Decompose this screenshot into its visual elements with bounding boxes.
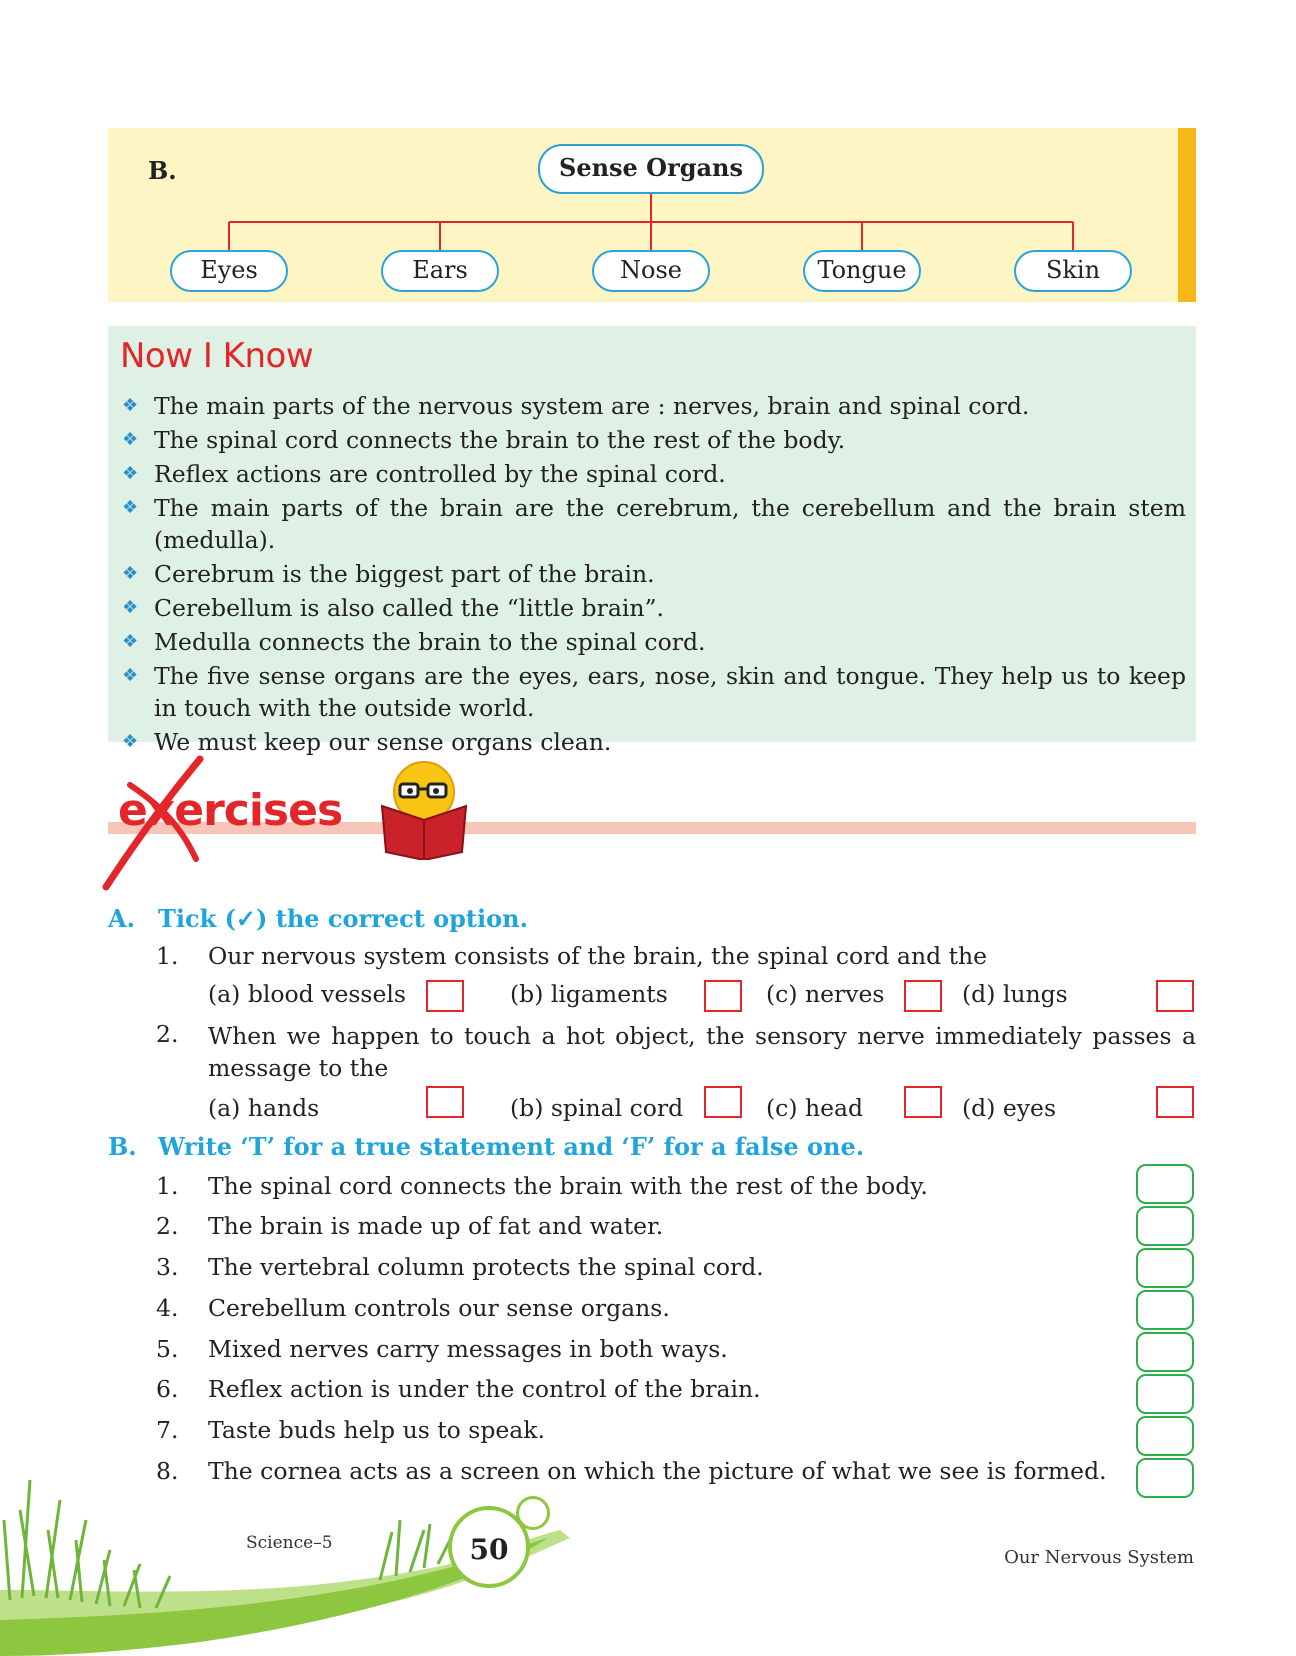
q1-option-b-checkbox[interactable]: [704, 980, 742, 1012]
point-text: The main parts of the brain are the cerebrum, the cerebellum and the brain stem (medulla).: [154, 494, 1186, 554]
section-a-heading: [108, 904, 528, 933]
list-item: [120, 424, 1186, 456]
question-number: 2.: [156, 1020, 179, 1048]
question-number: 1.: [156, 942, 179, 970]
statement-text: Mixed nerves carry messages in both ways.: [208, 1335, 728, 1363]
statement-text: Reflex action is under the control of the brain.: [208, 1375, 761, 1403]
book-title: Science–5: [246, 1533, 333, 1553]
statement-number: 3.: [156, 1253, 179, 1281]
q2-option-c-checkbox[interactable]: [904, 1086, 942, 1118]
point-text: We must keep our sense organs clean.: [154, 728, 612, 756]
q1-option-c-checkbox[interactable]: [904, 980, 942, 1012]
q2-option-d-checkbox[interactable]: [1156, 1086, 1194, 1118]
now-i-know-box: [108, 326, 1196, 756]
q2-option-a: (a) hands: [208, 1094, 320, 1122]
now-i-know-list: [120, 390, 1186, 760]
point-text: The spinal cord connects the brain to the rest of the body.: [154, 426, 846, 454]
diagram-label: B.: [148, 156, 177, 185]
list-item: [120, 558, 1186, 590]
q1-option-a-checkbox[interactable]: [426, 980, 464, 1012]
point-text: Cerebrum is the biggest part of the brain.: [154, 560, 655, 588]
list-item: [120, 592, 1186, 624]
diagram-node-nose: Nose: [592, 250, 710, 292]
list-item: [120, 626, 1186, 658]
tf-answer-box-8[interactable]: [1136, 1458, 1194, 1498]
diagram-node-ears: Ears: [381, 250, 499, 292]
statement-number: 7.: [156, 1416, 179, 1444]
statement-6: [156, 1375, 1116, 1405]
statement-number: 1.: [156, 1172, 179, 1200]
q2-option-d: (d) eyes: [962, 1094, 1056, 1122]
q2-option-b: (b) spinal cord: [510, 1094, 684, 1122]
bullet-icon: ❖: [122, 563, 139, 584]
statement-text: Taste buds help us to speak.: [208, 1416, 546, 1444]
q1-option-d-checkbox[interactable]: [1156, 980, 1194, 1012]
q2-option-b-checkbox[interactable]: [704, 1086, 742, 1118]
bullet-icon: ❖: [122, 463, 139, 484]
bullet-icon: ❖: [122, 497, 139, 518]
q1-option-d: (d) lungs: [962, 980, 1068, 1008]
bullet-icon: ❖: [122, 665, 139, 686]
point-text: Cerebellum is also called the “little brain”.: [154, 594, 664, 622]
bullet-icon: ❖: [122, 631, 139, 652]
tf-answer-box-4[interactable]: [1136, 1290, 1194, 1330]
reading-smiley-icon: [372, 760, 482, 860]
statement-text: The spinal cord connects the brain with the rest of the body.: [208, 1172, 928, 1200]
question-text: When we happen to touch a hot object, the sensory nerve immediately passes a message to the: [208, 1022, 1196, 1082]
tf-answer-box-1[interactable]: [1136, 1164, 1194, 1204]
list-item: [120, 726, 1186, 758]
page-circle-decoration: [516, 1496, 550, 1530]
list-item: [120, 492, 1186, 556]
question-text: Our nervous system consists of the brain, the spinal cord and the: [208, 942, 988, 970]
diagram-node-eyes: Eyes: [170, 250, 288, 292]
diagram-node-tongue: Tongue: [803, 250, 921, 292]
section-b-letter: B.: [108, 1132, 137, 1161]
statement-4: [156, 1294, 1116, 1324]
page-number: 50: [448, 1506, 530, 1588]
statement-2: [156, 1212, 1116, 1242]
statement-1: [156, 1172, 1116, 1202]
point-text: The main parts of the nervous system are : nerves, brain and spinal cord.: [154, 392, 1030, 420]
diagram-root-node: Sense Organs: [538, 144, 764, 194]
q1-option-b: (b) ligaments: [510, 980, 668, 1008]
tf-answer-box-7[interactable]: [1136, 1416, 1194, 1456]
statement-text: The brain is made up of fat and water.: [208, 1212, 664, 1240]
point-text: The five sense organs are the eyes, ears, nose, skin and tongue. They help us to keep in touch with the outside world.: [154, 662, 1186, 722]
section-b-instruction: Write ‘T’ for a true statement and ‘F’ for a false one.: [158, 1132, 865, 1161]
statement-3: [156, 1253, 1116, 1283]
question-2: [156, 1020, 1196, 1084]
now-i-know-title: Now I Know: [120, 336, 314, 376]
statement-number: 6.: [156, 1375, 179, 1403]
point-text: Medulla connects the brain to the spinal cord.: [154, 628, 706, 656]
bullet-icon: ❖: [122, 429, 139, 450]
q2-option-c: (c) head: [766, 1094, 864, 1122]
section-b-heading: [108, 1132, 864, 1161]
sense-organs-diagram: [108, 128, 1196, 302]
q1-option-c: (c) nerves: [766, 980, 885, 1008]
section-a-instruction: Tick (✓) the correct option.: [158, 904, 528, 933]
bullet-icon: ❖: [122, 597, 139, 618]
q1-option-a: (a) blood vessels: [208, 980, 406, 1008]
statement-text: The vertebral column protects the spinal cord.: [208, 1253, 764, 1281]
list-item: [120, 660, 1186, 724]
statement-text: Cerebellum controls our sense organs.: [208, 1294, 670, 1322]
bullet-icon: ❖: [122, 395, 139, 416]
tf-answer-box-2[interactable]: [1136, 1206, 1194, 1246]
statement-number: 4.: [156, 1294, 179, 1322]
diagram-node-skin: Skin: [1014, 250, 1132, 292]
list-item: [120, 390, 1186, 422]
statement-number: 5.: [156, 1335, 179, 1363]
statement-number: 8.: [156, 1457, 179, 1485]
bullet-icon: ❖: [122, 731, 139, 752]
statement-number: 2.: [156, 1212, 179, 1240]
point-text: Reflex actions are controlled by the spinal cord.: [154, 460, 726, 488]
exercises-title: exercises: [118, 785, 343, 836]
tf-answer-box-3[interactable]: [1136, 1248, 1194, 1288]
tf-answer-box-5[interactable]: [1136, 1332, 1194, 1372]
tf-answer-box-6[interactable]: [1136, 1374, 1194, 1414]
chapter-title: Our Nervous System: [1004, 1547, 1194, 1568]
statement-5: [156, 1335, 1116, 1365]
statement-text: The cornea acts as a screen on which the picture of what we see is formed.: [208, 1457, 1107, 1485]
question-1: [156, 942, 1196, 972]
section-a-letter: A.: [108, 904, 135, 933]
q2-option-a-checkbox[interactable]: [426, 1086, 464, 1118]
list-item: [120, 458, 1186, 490]
